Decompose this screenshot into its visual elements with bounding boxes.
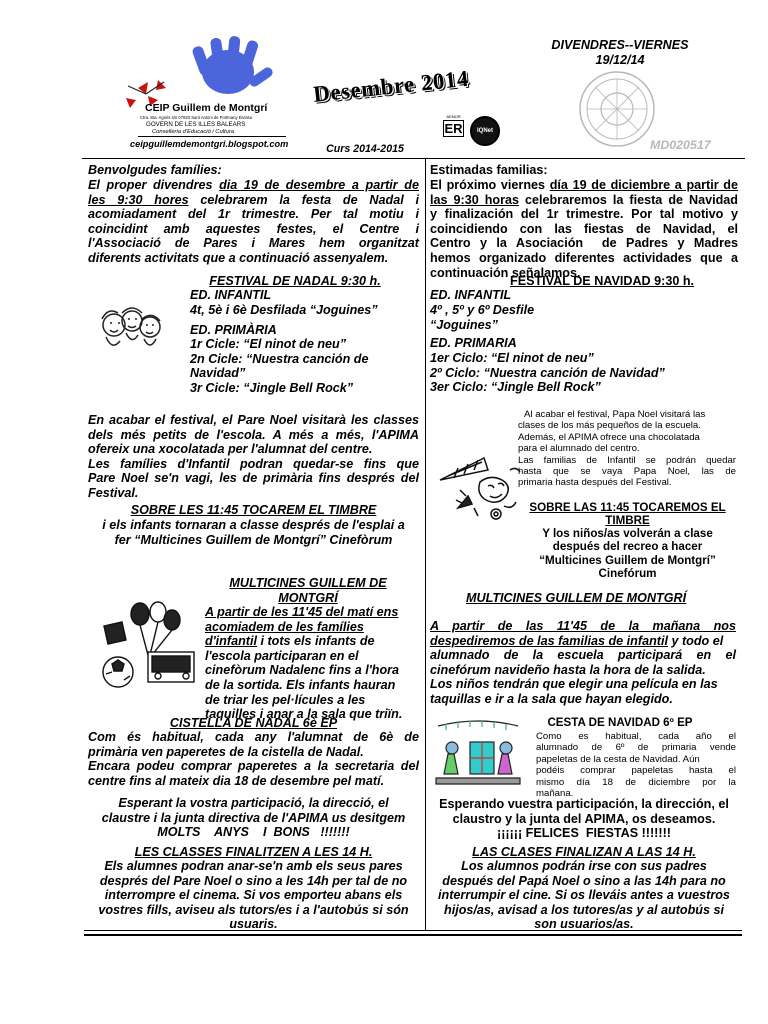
cat-end-title: LES CLASSES FINALITZEN A LES 14 H.: [134, 845, 373, 859]
esp-end-line: después del Papá Noel o sino a las 14h para no: [442, 873, 726, 888]
esp-intro-line: hemos organizado diferentes actividades que a: [430, 250, 738, 265]
esp-bell-line: “Multicines Guillem de Montgrí”: [539, 553, 716, 567]
esp-closing-line: Esperando vuestra participación, la dirección, el: [439, 797, 729, 811]
cat-multi-line: l'escola participaran en el: [205, 648, 359, 663]
esp-closing-line: claustro y la junta del APIMA, os deseamos.: [452, 811, 716, 826]
esp-primaria-list: [430, 351, 665, 395]
esp-greeting: Estimadas familias:: [430, 163, 548, 177]
esp-after-line: hasta que se vaya Papa Noel, las de: [518, 466, 736, 478]
cat-greeting: Benvolgudes famílies:: [88, 163, 222, 177]
esp-multi-line: alumnado de la escuela participará en el: [430, 648, 736, 663]
esp-after-line: primaria hasta después del Festival.: [518, 477, 672, 489]
esp-cesta-title: CESTA DE NAVIDAD 6º EP: [547, 716, 693, 729]
aenor-label: AENOR: [446, 114, 461, 119]
esp-end-text: [428, 859, 740, 932]
esp-cesta-line: Como es habitual, cada año el: [536, 731, 736, 742]
children-clipart: [96, 305, 166, 355]
cat-multicines-title: [218, 576, 398, 605]
cat-bell-line: i els infants tornaran a classe després de l'esplai a: [102, 518, 405, 532]
cat-multi-line: de triar les pel·lícules a les: [205, 692, 366, 707]
esp-bell-line: Y los niños/as volverán a clase: [542, 527, 713, 540]
esp-end-line: son usuarios/as.: [534, 917, 634, 932]
school-address: Ctra. Sta. Agnès s/n 07820 Sant Antoni de Portmany Eivissa: [140, 115, 252, 120]
esp-intro-line: las 9:30 horas celebraremos la fiesta de Navidad: [430, 192, 738, 207]
govern-label: GOVERN DE LES ILLES BALEARS: [146, 121, 246, 128]
party-horn-clipart: [434, 450, 524, 525]
blog-link[interactable]: ceipguillemdemontgri.blogspot.com: [130, 139, 289, 149]
cat-cistella-line: centre fins al mateix dia 18 de desembre pel matí.: [88, 773, 385, 788]
esp-multi-line: cinefórum navideño hasta la hora de la salida.: [430, 662, 706, 677]
cat-end-text: [88, 859, 419, 932]
cat-bell-line: fer “Multicines Guillem de Montgrí” Cinefòrum: [114, 532, 393, 547]
header-divider: [82, 158, 745, 159]
esp-infantil-line: “Joguines”: [430, 317, 498, 332]
cat-intro-line: les 9:30 hores celebrarem la festa de Nadal i: [88, 192, 419, 207]
cat-end-line: Els alumnes podran anar-se'n amb els seus pares: [104, 859, 403, 873]
cat-primaria-title: ED. PRIMÀRIA: [190, 323, 277, 337]
esp-multi-line: A partir de las 11'45 de la mañana nos: [430, 619, 736, 633]
esp-cesta-line: mañana.: [536, 788, 574, 800]
cat-after-line: Les famílies d'Infantil podran quedar-se fins que: [88, 456, 419, 471]
cat-multicines-text: [205, 605, 405, 722]
esp-infantil-text: [430, 303, 534, 332]
cat-infantil-text: 4t, 5è i 6è Desfilada “Joguines”: [190, 303, 378, 317]
cat-festival-title: FESTIVAL DE NADAL 9:30 h.: [209, 274, 381, 288]
cat-intro-line: coincidint amb aquestes festes, el Centre i: [88, 221, 419, 236]
esp-end-title: LAS CLASES FINALIZAN A LAS 14 H.: [472, 845, 696, 859]
esp-cesta-line: alumnado de 6º de primaria vende: [536, 742, 736, 754]
esp-primaria-line: 2º Ciclo: “Nuestra canción de Navidad”: [430, 365, 665, 380]
esp-after-line: Al acabar el festival, Papa Noel visitará las: [524, 409, 706, 420]
cat-intro-line: acomiadament del 1r trimestre. Per tal motiu i: [88, 207, 419, 222]
esp-intro-line: El próximo viernes día 19 de diciembre a partir de: [430, 178, 739, 192]
esp-after-line: para el alumnado del centro.: [518, 443, 640, 455]
esp-multicines-title: MULTICINES GUILLEM DE MONTGRÍ: [466, 591, 687, 605]
esp-intro-line: continuación señalamos.: [430, 265, 581, 280]
footer-rule-bottom: [84, 934, 742, 936]
cat-multi-line: acomiadem de les famílies: [205, 619, 364, 634]
school-name: CEIP Guillem de Montgrí: [145, 102, 268, 114]
esp-infantil-line: 4º , 5º y 6º Desfile: [430, 303, 535, 317]
cat-closing: [88, 796, 419, 840]
esp-after-line: clases de los más pequeños de la escuela.: [518, 420, 701, 432]
document-code: MD020517: [650, 138, 711, 152]
cat-bell-title: SOBRE LES 11:45 TOCAREM EL TIMBRE: [130, 503, 377, 517]
cat-primaria-list: [190, 337, 368, 395]
cat-end-line: usuaris.: [229, 917, 278, 932]
esp-primaria-title: ED. PRIMARIA: [430, 336, 517, 350]
esp-bell-line: Cinefórum: [598, 567, 657, 581]
esp-end-line: hijos/as, avisad a los tutores/as y al autobús si: [444, 902, 724, 917]
cat-primaria-line: Navidad”: [190, 366, 246, 381]
esp-multi-line: despediremos de las familias de infantil y todo el: [430, 633, 724, 648]
esp-end-line: interrumpir el cine. Si os lleváis antes a vuestros: [438, 888, 730, 903]
day-label: DIVENDRES--VIERNES: [551, 38, 689, 52]
cat-after-line: Pare Noel se'n vagi, les de primària fins després del: [88, 471, 419, 486]
seal-stamp-icon: [578, 70, 656, 148]
iqnet-cert-icon: [470, 116, 500, 146]
cat-multi-line: A partir de les 11'45 del matí ens: [205, 605, 399, 619]
cat-end-line: interrompre el cinema. Si vos emporteu abans els: [104, 888, 403, 903]
aenor-mark: ER: [444, 121, 463, 136]
esp-intro-line: coincidiendo con las fiestas de Navidad, el: [430, 221, 738, 236]
cat-multicines-title-line: MULTICINES GUILLEM DE: [229, 576, 387, 590]
cat-cistella-title: CISTELLA DE NADAL 6è EP: [169, 716, 338, 730]
esp-multi-line: taquillas e ir a la sala que hayan elegido.: [430, 691, 673, 706]
cat-multi-line: cinefòrum Nadalenc fins a l'hora: [205, 663, 400, 678]
cat-end-line: després del Pare Noel o sino a les 14h per tal de no: [99, 873, 408, 888]
esp-multicines-text: [430, 619, 736, 707]
esp-end-line: Los alumnos podrán irse con sus padres: [461, 859, 707, 873]
cat-intro: [88, 178, 419, 266]
cat-multi-line: d'infantil i tots els infants de: [205, 634, 375, 649]
column-divider: [425, 158, 426, 930]
cat-closing-line: Esperant la vostra participació, la direcció, el: [118, 796, 389, 810]
esp-intro: [430, 178, 738, 280]
esp-after-line: Además, el APIMA ofrece una chocolatada: [518, 431, 700, 443]
cat-after-line: dels més petits de l'escola. A més a més, l'APIMA: [88, 427, 419, 442]
course-label: Curs 2014-2015: [326, 143, 404, 155]
cat-after-festival: [88, 413, 419, 501]
esp-bell-title-line: TIMBRE: [605, 514, 650, 528]
esp-cesta-line: mismo día 18 de diciembre por la: [536, 776, 736, 788]
cat-multi-line: taquilles i anar a la sala que triïn.: [205, 707, 403, 722]
esp-intro-line: y finalización del 1r trimestre. Por tal motivo y: [430, 207, 738, 222]
cat-intro-line: El proper divendres dia 19 de desembre a partir de: [88, 178, 419, 192]
esp-primaria-line: 3er Ciclo: “Jingle Bell Rock”: [430, 380, 601, 395]
cat-after-line: En acabar el festival, el Pare Noel visitarà les classes: [88, 413, 419, 427]
cat-cistella-text: [88, 730, 419, 788]
esp-cesta-line: papeletas de la cesta de Navidad. Aún: [536, 753, 700, 765]
esp-after-festival: [518, 409, 736, 489]
esp-cesta-line: podéis comprar papeletas hasta el: [536, 765, 736, 777]
cat-closing-line: MOLTS ANYS I BONS !!!!!!!: [157, 825, 350, 840]
esp-bell-title: [520, 501, 735, 528]
cat-multicines-title-line: MONTGRÍ: [278, 590, 338, 605]
cat-infantil-title: ED. INFANTIL: [190, 288, 272, 302]
esp-cesta-text: [536, 731, 736, 799]
cat-cistella-line: Encara podeu comprar paperetes a la secretaria del: [88, 759, 419, 774]
cat-after-line: ofereix una xocolatada per l'alumnat del centre.: [88, 442, 373, 457]
cat-end-line: vostres fills, aviseu als tutors/es i a l'autobús si són: [98, 902, 409, 917]
cat-multi-line: de la sortida. Els infants hauran: [205, 677, 396, 692]
cinema-clipart: [100, 600, 200, 692]
esp-after-line: Las familias de Infantil se podrán quedar: [518, 454, 736, 466]
cat-intro-line: l'Associació de Pares i Mares hem organitzat: [88, 236, 419, 251]
esp-infantil-title: ED. INFANTIL: [430, 288, 512, 302]
esp-intro-line: Centro y la Asociación de Padres y Madres: [430, 236, 738, 251]
date-label: 19/12/14: [595, 53, 645, 67]
cat-cistella-line: primària ven paperetes de la cistella de Nadal.: [88, 744, 364, 759]
esp-bell-line: después del recreo a hacer: [552, 540, 703, 554]
conselleria-label: Conselleria d'Educació i Cultura: [152, 129, 234, 135]
page-title: Desembre 2014: [312, 65, 470, 107]
esp-primaria-line: 1er Ciclo: “El ninot de neu”: [430, 351, 594, 365]
logo-underline: [138, 136, 286, 137]
cat-cistella-line: Com és habitual, cada any l'alumnat de 6è de: [88, 730, 419, 744]
cat-primaria-line: 2n Cicle: “Nuestra canción de: [190, 351, 369, 366]
gift-basket-clipart: [434, 718, 522, 792]
esp-closing: [428, 797, 740, 841]
iqnet-label: IQNet: [476, 128, 493, 134]
esp-bell-title-line: SOBRE LAS 11:45 TOCAREMOS EL: [529, 501, 726, 514]
esp-bell-text: [520, 527, 735, 581]
esp-multi-line: Los niños tendrán que elegir una película en las: [430, 677, 718, 692]
esp-festival-title: FESTIVAL DE NAVIDAD 9:30 h.: [510, 274, 695, 288]
aenor-cert-icon: [440, 114, 467, 146]
cat-intro-line: diferents activitats que a continuació assenyalem.: [88, 250, 389, 265]
cat-primaria-line: 3r Cicle: “Jingle Bell Rock”: [190, 380, 354, 395]
cat-after-line: Festival.: [88, 485, 139, 500]
cat-bell-text: [88, 518, 419, 547]
esp-closing-line: ¡¡¡¡¡¡ FELICES FIESTAS !!!!!!!: [497, 826, 671, 841]
cat-closing-line: claustre i la junta directiva de l'APIMA us desitgem: [101, 810, 406, 825]
cat-primaria-line: 1r Cicle: “El ninot de neu”: [190, 337, 347, 351]
